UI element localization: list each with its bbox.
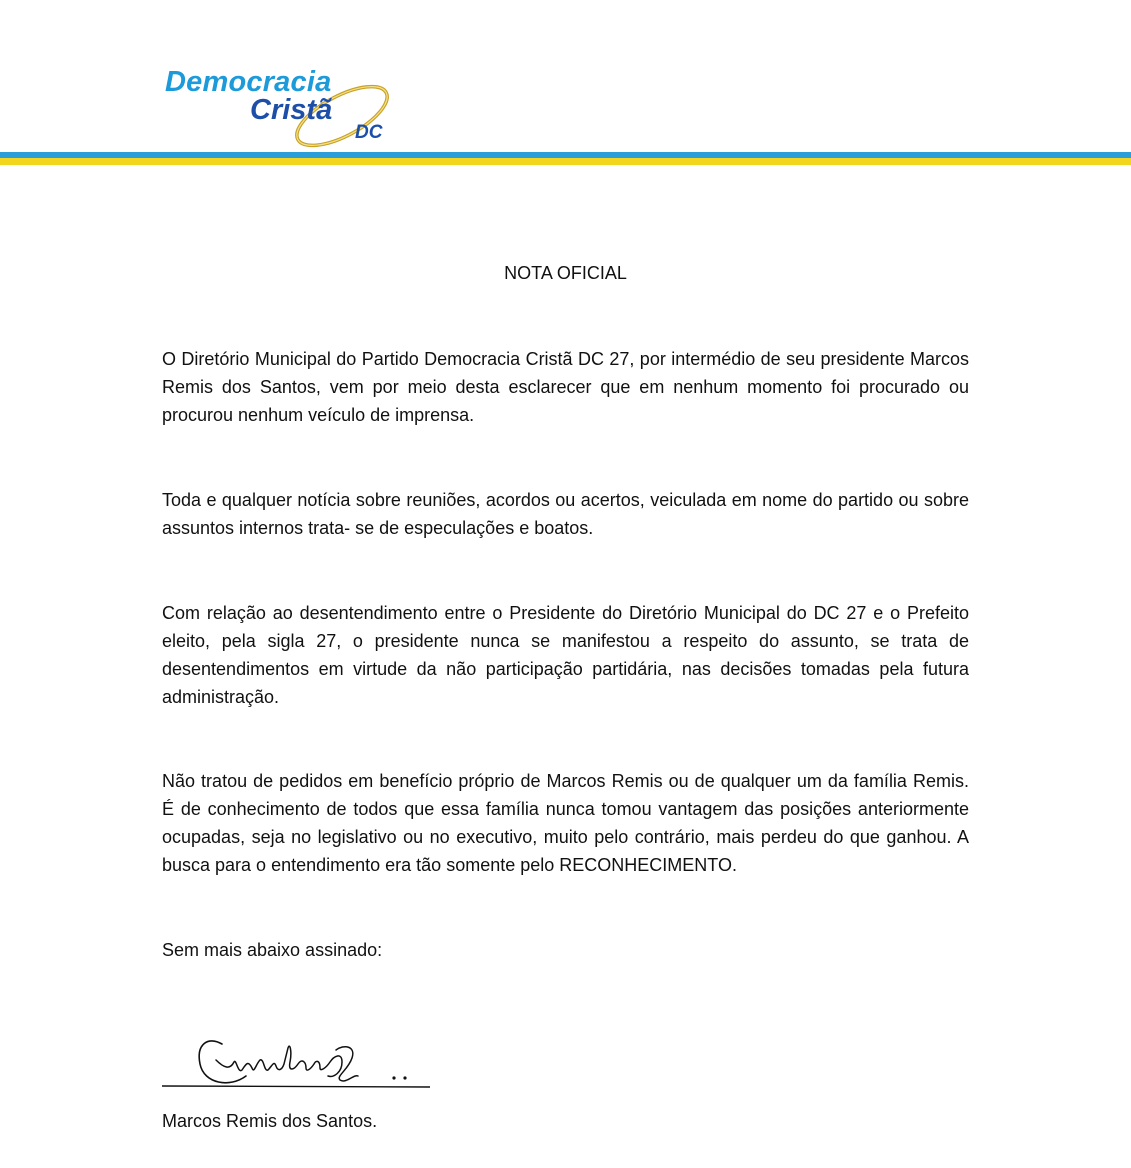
logo-word-democracia: Democracia: [165, 66, 332, 98]
header-stripe-yellow: [0, 158, 1131, 165]
paragraph-1: O Diretório Municipal do Partido Democracia Cristã DC 27, por intermédio de seu presidente Marcos Remis dos Santos, vem por meio desta esclarecer que em nenhum momento foi procurado ou procurou nenhum veículo de imprensa.: [162, 349, 969, 425]
document-title: NOTA OFICIAL: [504, 263, 627, 283]
closing-line: Sem mais abaixo assinado:: [162, 940, 383, 960]
signer-name: Marcos Remis dos Santos.: [162, 1111, 378, 1131]
letterhead: [0, 0, 1131, 170]
handwritten-signature: [160, 1030, 435, 1095]
logo-word-crista: Cristã: [250, 94, 333, 126]
party-logo: [160, 60, 400, 155]
logo-abbr-dc: DC: [355, 122, 383, 143]
paragraph-2: Toda e qualquer notícia sobre reuniões, acordos ou acertos, veiculada em nome do partido ou sobre assuntos internos trata- se de especulações e boatos.: [162, 490, 969, 538]
paragraph-3: Com relação ao desentendimento entre o Presidente do Diretório Municipal do DC 27 e o Prefeito eleito, pela sigla 27, o presidente nunca se manifestou a respeito do assunto, se trata de desentendimentos em virtude da não participação partidária, nas decisões tomadas pela futura administração.: [162, 603, 969, 707]
paragraph-4: Não tratou de pedidos em benefício próprio de Marcos Remis ou de qualquer um da família Remis. É de conhecimento de todos que essa família nunca tomou vantagem das posições anteriormente ocupadas, seja no legislativo ou no executivo, muito pelo contrário, mais perdeu do que ganhou. A busca para o entendimento era tão somente pelo RECONHECIMENTO.: [162, 771, 969, 875]
